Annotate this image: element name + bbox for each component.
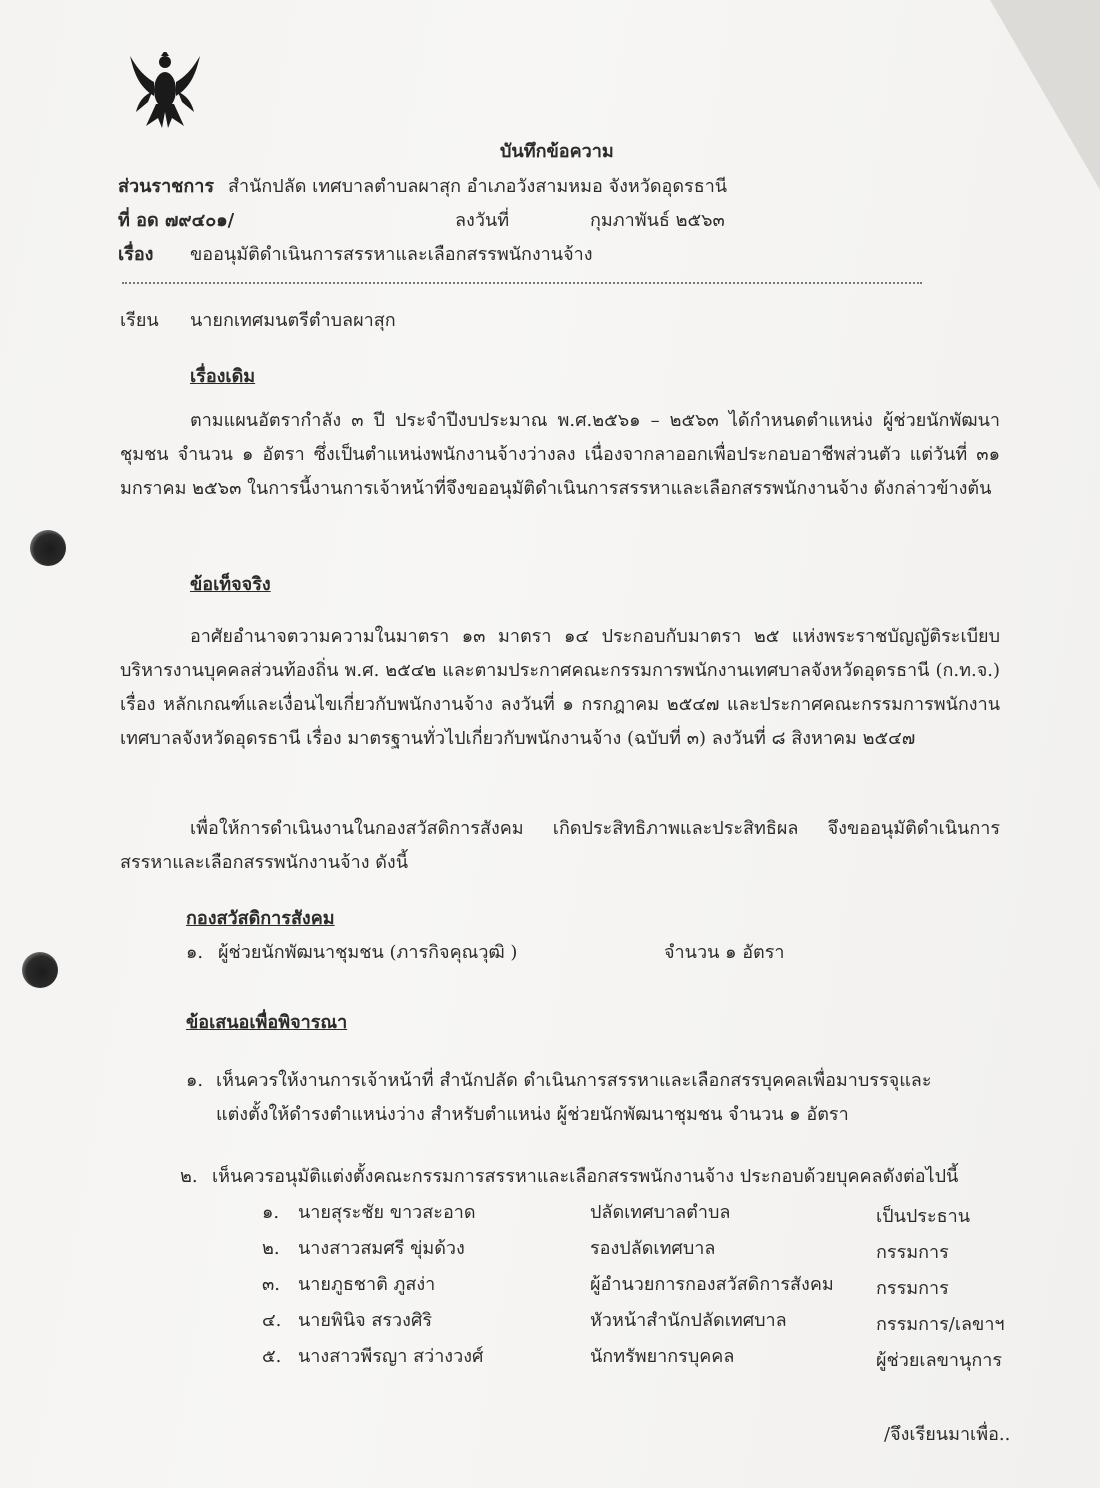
committee-3-number: ๓. <box>262 1274 281 1295</box>
background-heading: เรื่องเดิม <box>190 366 256 387</box>
facts-heading: ข้อเท็จจริง <box>190 574 271 595</box>
committee-1-role: เป็นประธาน <box>876 1206 971 1227</box>
facts-paragraph-1 <box>120 620 1000 756</box>
punch-hole-bottom <box>22 952 58 988</box>
proposal-1-line-2: แต่งตั้งให้ดำรงตำแหน่งว่าง สำหรับตำแหน่ง ผู้ช่วยนักพัฒนาชุมชน จำนวน ๑ อัตรา <box>216 1104 849 1125</box>
subject-value: ขออนุมัติดำเนินการสรรหาและเลือกสรรพนักงานจ้าง <box>190 244 593 265</box>
agency-label: ส่วนราชการ <box>118 176 215 197</box>
facts-text-2: เพื่อให้การดำเนินงานในกองสวัสดิการสังคม เกิดประสิทธิภาพและประสิทธิผล จึงขออนุมัติดำเนินการสรรหาและเลือกสรรพนักงานจ้าง ดังนี้ <box>120 818 1000 873</box>
facts-text-1: อาศัยอำนาจตวามความในมาตรา ๑๓ มาตรา ๑๔ ประกอบกับมาตรา ๒๕ แห่งพระราชบัญญัติระเบียบบริหารงานบุคคลส่วนท้องถิ่น พ.ศ. ๒๕๔๒ และตามประกาศคณะกรรมการพนักงานเทศบาลจังหวัดอุดรธานี (ก.ท.จ.) เรื่อง หลักเกณฑ์และเงื่อนไขเกี่ยวกับพนักงานจ้าง ลงวันที่ ๑ กรกฎาคม ๒๕๔๗ และประกาศคณะกรรมการพนักงานเทศบาลจังหวัดอุดรธานี เรื่อง มาตรฐานทั่วไปเกี่ยวกับพนักงานจ้าง (ฉบับที่ ๓) ลงวันที่ ๘ สิงหาคม ๒๕๔๗ <box>120 626 1000 749</box>
subject-label: เรื่อง <box>118 244 154 265</box>
committee-2-name: นางสาวสมศรี ขุ่มด้วง <box>298 1238 465 1259</box>
salutation-label: เรียน <box>120 310 159 331</box>
division-item-position: ผู้ช่วยนักพัฒนาชุมชน (ภารกิจคุณวุฒิ ) <box>218 942 518 963</box>
proposal-1-line-1: เห็นควรให้งานการเจ้าหน้าที่ สำนักปลัด ดำเนินการสรรหาและเลือกสรรบุคคลเพื่อมาบรรจุและ <box>216 1070 932 1091</box>
continuation-note: /จึงเรียนมาเพื่อ.. <box>884 1424 1011 1445</box>
committee-5-name: นางสาวพีรญา สว่างวงศ์ <box>298 1346 484 1367</box>
committee-3-position: ผู้อำนวยการกองสวัสดิการสังคม <box>590 1274 834 1295</box>
committee-2-position: รองปลัดเทศบาล <box>590 1238 716 1259</box>
committee-4-name: นายพินิจ สรวงศิริ <box>298 1310 433 1331</box>
proposal-heading: ข้อเสนอเพื่อพิจารณา <box>186 1012 348 1033</box>
division-item-number: ๑. <box>186 942 204 963</box>
committee-3-role: กรรมการ <box>876 1278 949 1299</box>
committee-5-position: นักทรัพยากรบุคคล <box>590 1346 735 1367</box>
committee-1-name: นายสุระชัย ขาวสะอาด <box>298 1202 476 1223</box>
background-text: ตามแผนอัตรากำลัง ๓ ปี ประจำปีงบประมาณ พ.ศ.๒๕๖๑ – ๒๕๖๓ ได้กำหนดตำแหน่ง ผู้ช่วยนักพัฒนาชุมชน จำนวน ๑ อัตรา ซึ่งเป็นตำแหน่งพนักงานจ้างว่างลง เนื่องจากลาออกเพื่อประกอบอาชีพส่วนตัว แต่วันที่ ๓๑ มกราคม ๒๕๖๓ ในการนี้งานการเจ้าหน้าที่จึงขออนุมัติดำเนินการสรรหาและเลือกสรรพนักงานจ้าง ดังกล่าวข้างต้น <box>120 410 1000 499</box>
punch-hole-top <box>30 530 66 566</box>
division-item-count: จำนวน ๑ อัตรา <box>664 942 785 963</box>
division-heading: กองสวัสดิการสังคม <box>186 908 335 929</box>
agency-value: สำนักปลัด เทศบาลตำบลผาสุก อำเภอวังสามหมอ จังหวัดอุดรธานี <box>228 176 728 197</box>
date-label: ลงวันที่ <box>455 210 510 231</box>
date-value: กุมภาพันธ์ ๒๕๖๓ <box>590 210 725 231</box>
garuda-emblem-icon <box>128 52 202 130</box>
reference-number: ที่ อด ๗๙๔๐๑/ <box>118 210 235 231</box>
committee-5-role: ผู้ช่วยเลขานุการ <box>876 1350 1002 1371</box>
proposal-2-number: ๒. <box>180 1166 198 1187</box>
committee-1-position: ปลัดเทศบาลตำบล <box>590 1202 731 1223</box>
committee-2-role: กรรมการ <box>876 1242 949 1263</box>
separator-line <box>122 282 922 284</box>
committee-4-number: ๔. <box>262 1310 282 1331</box>
facts-paragraph-2 <box>120 812 1000 880</box>
committee-4-position: หัวหน้าสำนักปลัดเทศบาล <box>590 1310 787 1331</box>
committee-4-role: กรรมการ/เลขาฯ <box>876 1314 1005 1335</box>
background-paragraph <box>120 404 1000 506</box>
committee-2-number: ๒. <box>262 1238 280 1259</box>
memo-title: บันทึกข้อความ <box>500 141 614 162</box>
committee-1-number: ๑. <box>262 1202 280 1223</box>
committee-5-number: ๕. <box>262 1346 282 1367</box>
proposal-1-number: ๑. <box>186 1070 204 1091</box>
committee-3-name: นายภูธชาติ ภูสง่า <box>298 1274 436 1295</box>
folded-corner <box>990 0 1100 190</box>
proposal-2-text: เห็นควรอนุมัติแต่งตั้งคณะกรรมการสรรหาและเลือกสรรพนักงานจ้าง ประกอบด้วยบุคคลดังต่อไปนี้ <box>212 1166 959 1187</box>
salutation-value: นายกเทศมนตรีตำบลผาสุก <box>190 310 396 331</box>
